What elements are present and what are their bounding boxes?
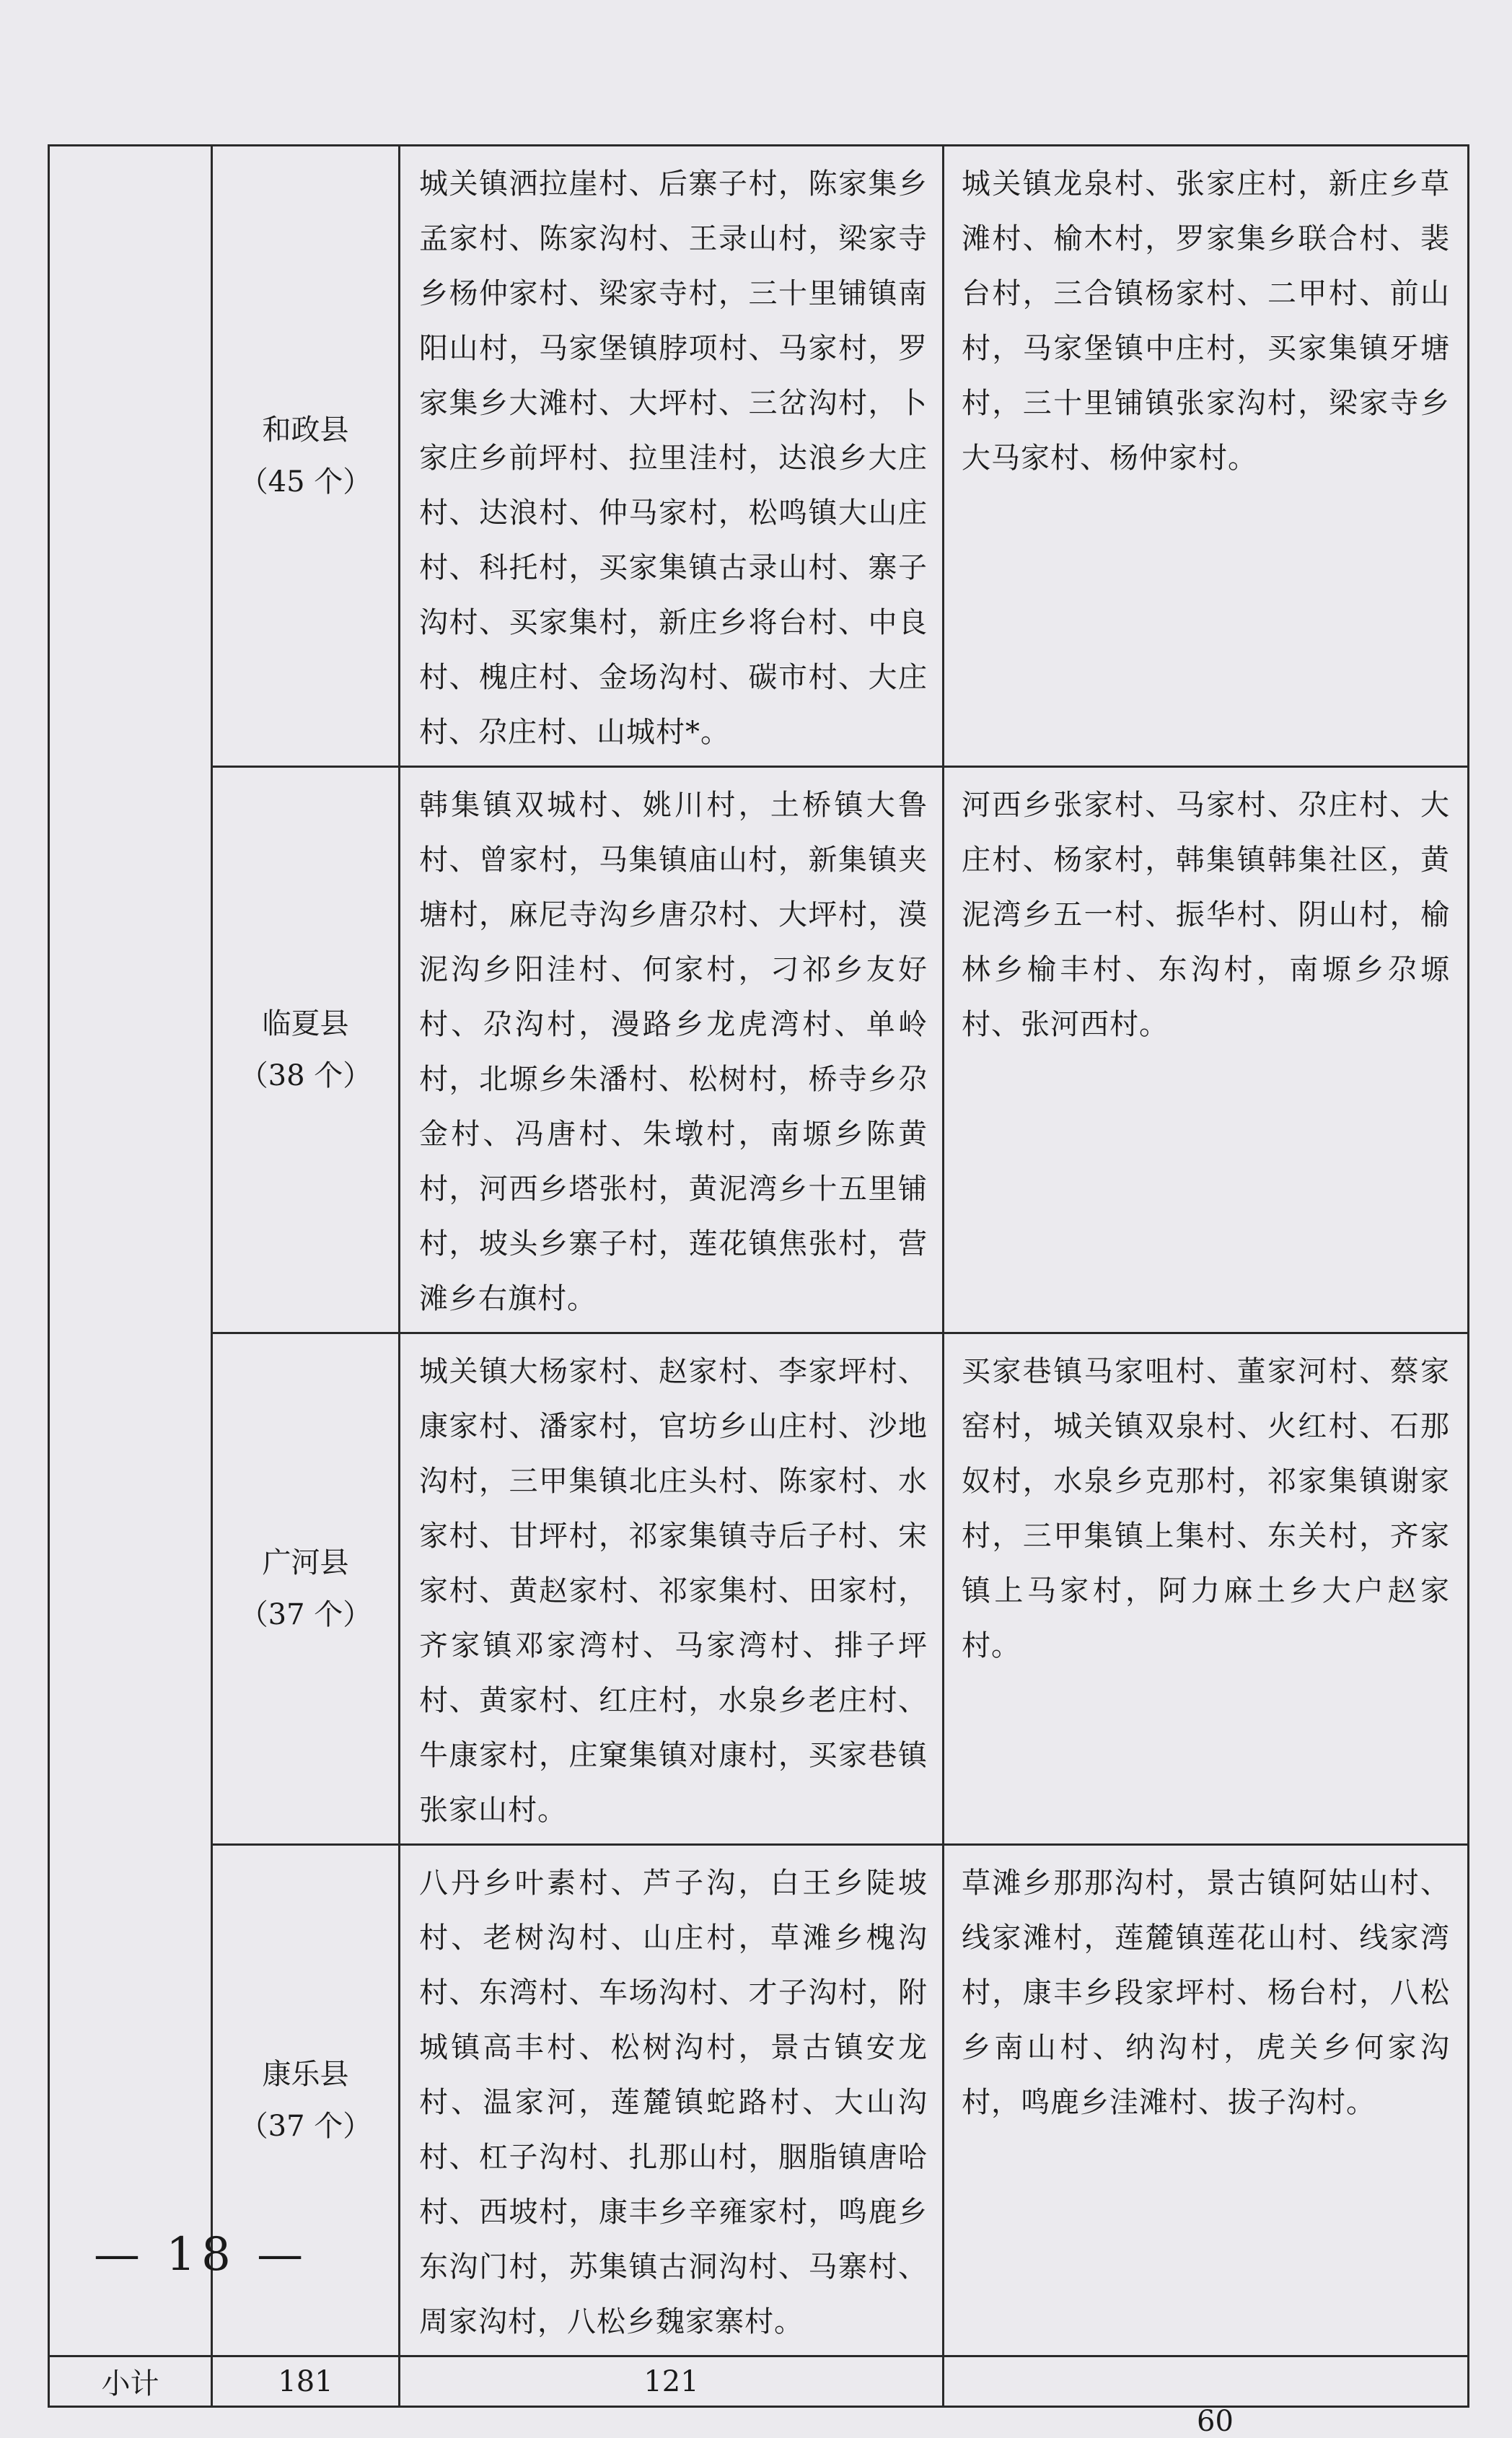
table-row (49, 1333, 1469, 1845)
subtotal-row (49, 2356, 1469, 2407)
subtotal-count-1: 121 (400, 2356, 944, 2407)
subtotal-count-2-cell (944, 2356, 1469, 2438)
village-list-secondary: 城关镇龙泉村、张家庄村，新庄乡草滩村、榆木村，罗家集乡联合村、裴台村，三合镇杨家村、二甲村、前山村，马家堡镇中庄村，买家集镇牙塘村，三十里铺镇张家沟村，梁家寺乡大马家村、杨仲家村。 (944, 146, 1469, 767)
county-count: （37 个） (239, 2110, 372, 2143)
village-list-secondary: 草滩乡那那沟村，景古镇阿姑山村、线家滩村，莲麓镇莲花山村、线家湾村，康丰乡段家坪村、杨台村，八松乡南山村、纳沟村，虎关乡何家沟村，鸣鹿乡洼滩村、拔子沟村。 (944, 1845, 1469, 2356)
village-list: 城关镇大杨家村、赵家村、李家坪村、康家村、潘家村，官坊乡山庄村、沙地沟村，三甲集镇北庄头村、陈家村、水家村、甘坪村，祁家集镇寺后子村、宋家村、黄赵家村、祁家集村、田家村，齐家镇邓家湾村、马家湾村、排子坪村、黄家村、红庄村，水泉乡老庄村、牛康家村，庄窠集镇对康村，买家巷镇张家山村。 (400, 1333, 944, 1845)
county-name: 和政县 (262, 413, 349, 447)
page-number: — 18 — (94, 2228, 309, 2281)
county-count: （38 个） (239, 1059, 372, 1092)
county-cell (212, 1333, 400, 1845)
county-name: 康乐县 (262, 2058, 349, 2091)
county-count: （45 个） (239, 465, 372, 499)
county-count: （37 个） (239, 1598, 372, 1631)
county-name: 临夏县 (262, 1007, 349, 1040)
table-row (49, 767, 1469, 1333)
table-row (49, 146, 1469, 767)
village-list: 韩集镇双城村、姚川村，土桥镇大鲁村、曾家村，马集镇庙山村，新集镇夹塘村，麻尼寺沟乡唐尕村、大坪村，漠泥沟乡阳洼村、何家村，刁祁乡友好村、尕沟村，漫路乡龙虎湾村、单岭村，北塬乡朱潘村、松树村，桥寺乡尕金村、冯唐村、朱墩村，南塬乡陈黄村，河西乡塔张村，黄泥湾乡十五里铺村，坡头乡寨子村，莲花镇焦张村，营滩乡右旗村。 (400, 767, 944, 1333)
village-list-secondary: 买家巷镇马家咀村、董家河村、蔡家窑村，城关镇双泉村、火红村、石那奴村，水泉乡克那村，祁家集镇谢家村，三甲集镇上集村、东关村，齐家镇上马家村，阿力麻土乡大户赵家村。 (944, 1333, 1469, 1845)
county-cell (212, 767, 400, 1333)
subtotal-total: 181 (212, 2356, 400, 2407)
subtotal-label: 小计 (49, 2356, 212, 2407)
village-list: 八丹乡叶素村、芦子沟，白王乡陡坡村、老树沟村、山庄村，草滩乡槐沟村、东湾村、车场沟村、才子沟村，附城镇高丰村、松树沟村，景古镇安龙村、温家河，莲麓镇蛇路村、大山沟村、杠子沟村、扎那山村，胭脂镇唐哈村、西坡村，康丰乡辛雍家村，鸣鹿乡东沟门村，苏集镇古洞沟村、马寨村、周家沟村，八松乡魏家寨村。 (400, 1845, 944, 2356)
subtotal-count-2: 60 (1197, 2405, 1234, 2438)
villages-table (48, 144, 1469, 2438)
village-list-secondary: 河西乡张家村、马家村、尕庄村、大庄村、杨家村，韩集镇韩集社区，黄泥湾乡五一村、振华村、阴山村，榆林乡榆丰村、东沟村，南塬乡尕塬村、张河西村。 (944, 767, 1469, 1333)
region-cell (49, 146, 212, 2356)
county-name: 广河县 (262, 1546, 349, 1579)
county-cell (212, 146, 400, 767)
village-list: 城关镇洒拉崖村、后寨子村，陈家集乡孟家村、陈家沟村、王录山村，梁家寺乡杨仲家村、梁家寺村，三十里铺镇南阳山村，马家堡镇脖项村、马家村，罗家集乡大滩村、大坪村、三岔沟村，卜家庄乡前坪村、拉里洼村，达浪乡大庄村、达浪村、仲马家村，松鸣镇大山庄村、科托村，买家集镇古录山村、寨子沟村、买家集村，新庄乡将台村、中良村、槐庄村、金场沟村、碳市村、大庄村、尕庄村、山城村*。 (400, 146, 944, 767)
